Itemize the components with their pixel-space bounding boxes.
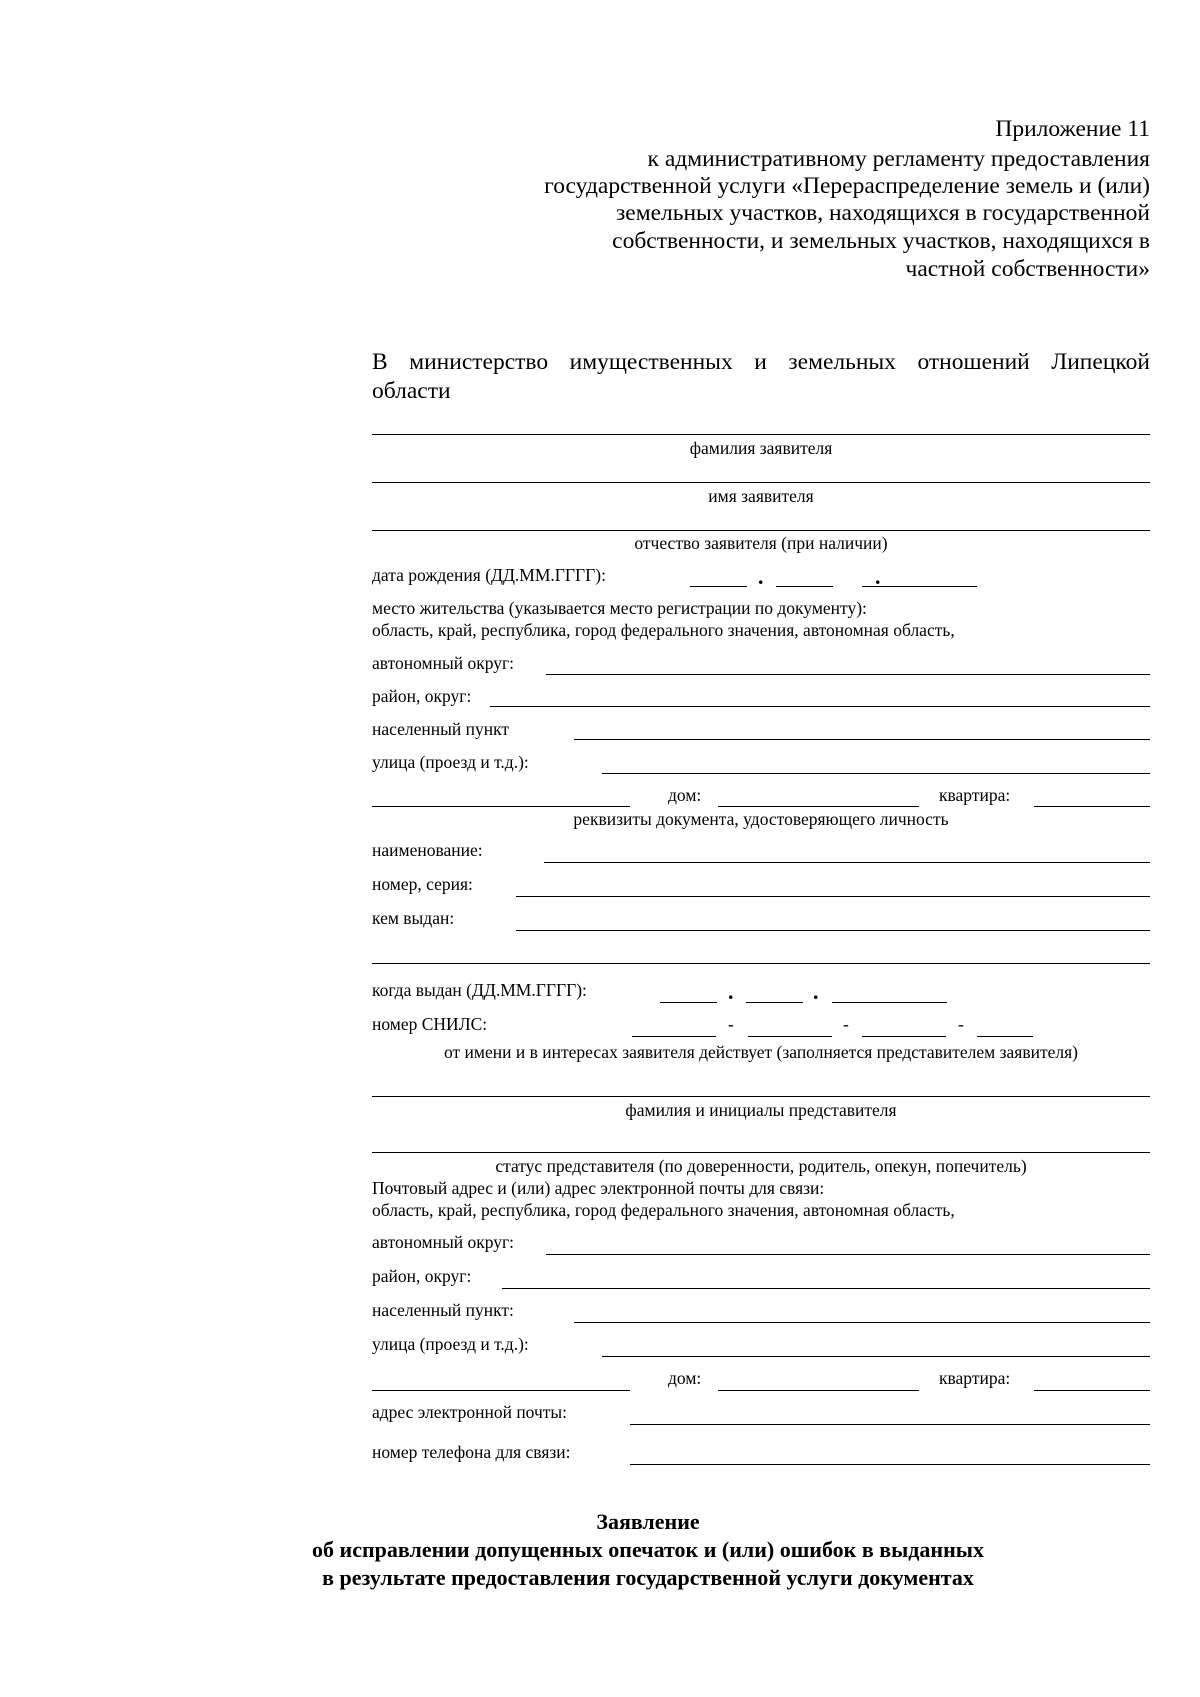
issued-by-field[interactable] bbox=[516, 930, 1150, 931]
issue-year-field[interactable] bbox=[832, 1002, 947, 1003]
residence-district-field[interactable] bbox=[490, 706, 1150, 707]
contact-house-field[interactable] bbox=[718, 1390, 919, 1391]
statement-title: Заявление bbox=[596, 1509, 700, 1534]
patronymic-caption: отчество заявителя (при наличии) bbox=[634, 533, 888, 553]
addressee-word: министерство bbox=[409, 349, 549, 375]
name-caption: имя заявителя bbox=[708, 486, 814, 506]
date-separator: . bbox=[728, 979, 734, 1004]
statement-subtitle-line-1: об исправлении допущенных опечаток и (или) ошибок в выданных bbox=[312, 1537, 984, 1562]
contact-okrug-label: автономный округ: bbox=[372, 1232, 515, 1252]
statement-subtitle-line-2: в результате предоставления государственной услуги документах bbox=[322, 1565, 974, 1590]
issued-by-continued-field[interactable] bbox=[372, 963, 1150, 964]
header-line-2: государственной услуги «Перераспределение земель и (или) bbox=[544, 173, 1150, 199]
contact-apartment-label: квартира: bbox=[939, 1368, 1011, 1388]
contact-street-field[interactable] bbox=[602, 1356, 1150, 1357]
addressee-word: отношений bbox=[917, 349, 1030, 375]
birth-day-field[interactable] bbox=[690, 586, 747, 587]
contact-house-label: дом: bbox=[668, 1368, 702, 1388]
id-document-caption: реквизиты документа, удостоверяющего личность bbox=[573, 809, 949, 829]
addressee-word: и bbox=[754, 349, 767, 375]
snils-separator: - bbox=[843, 1014, 849, 1034]
residence-settlement-label: населенный пункт bbox=[372, 719, 510, 739]
residence-region-label: область, край, республика, город федерального значения, автономная область, bbox=[372, 620, 955, 640]
residence-street-field[interactable] bbox=[602, 773, 1150, 774]
residence-house-label: дом: bbox=[668, 785, 702, 805]
representative-name-field[interactable] bbox=[372, 1096, 1150, 1097]
surname-caption: фамилия заявителя bbox=[689, 438, 833, 458]
annex-number: Приложение 11 bbox=[995, 116, 1150, 142]
contact-settlement-field[interactable] bbox=[574, 1322, 1150, 1323]
representative-status-caption: статус представителя (по доверенности, родитель, опекун, попечитель) bbox=[495, 1156, 1027, 1176]
addressee-line-1 bbox=[372, 351, 1150, 375]
phone-field[interactable] bbox=[630, 1464, 1150, 1465]
residence-street-label: улица (проезд и т.д.): bbox=[372, 752, 529, 772]
birth-year-field[interactable] bbox=[862, 586, 977, 587]
issue-day-field[interactable] bbox=[660, 1002, 717, 1003]
addressee-word: земельных bbox=[788, 349, 896, 375]
representative-intro: от имени и в интересах заявителя действует (заполняется представителем заявителя) bbox=[443, 1042, 1079, 1062]
representative-name-caption: фамилия и инициалы представителя bbox=[625, 1100, 897, 1120]
residence-apartment-label: квартира: bbox=[939, 785, 1011, 805]
residence-street-continued-field[interactable] bbox=[372, 806, 630, 807]
contact-street-continued-field[interactable] bbox=[372, 1390, 630, 1391]
doc-name-field[interactable] bbox=[544, 862, 1150, 863]
residence-house-field[interactable] bbox=[718, 806, 919, 807]
email-field[interactable] bbox=[630, 1424, 1150, 1425]
date-separator: . bbox=[875, 564, 881, 589]
representative-status-field[interactable] bbox=[372, 1152, 1150, 1153]
addressee-word: имущественных bbox=[569, 349, 733, 375]
residence-label: место жительства (указывается место регистрации по документу): bbox=[372, 598, 867, 618]
snils-part-3-field[interactable] bbox=[862, 1036, 946, 1037]
header-line-5: частной собственности» bbox=[905, 256, 1150, 282]
residence-settlement-field[interactable] bbox=[574, 739, 1150, 740]
header-line-3: земельных участков, находящихся в государственной bbox=[616, 200, 1150, 226]
doc-number-label: номер, серия: bbox=[372, 874, 473, 894]
doc-name-label: наименование: bbox=[372, 840, 483, 860]
doc-number-field[interactable] bbox=[516, 896, 1150, 897]
residence-apartment-field[interactable] bbox=[1034, 806, 1150, 807]
addressee-word: В bbox=[372, 349, 388, 375]
contact-settlement-label: населенный пункт: bbox=[372, 1300, 514, 1320]
issued-by-label: кем выдан: bbox=[372, 908, 455, 928]
date-separator: . bbox=[813, 979, 819, 1004]
snils-separator: - bbox=[958, 1014, 964, 1034]
surname-field[interactable] bbox=[372, 434, 1150, 435]
header-line-4: собственности, и земельных участков, находящихся в bbox=[612, 228, 1150, 254]
residence-district-label: район, округ: bbox=[372, 686, 472, 706]
addressee-word: Липецкой bbox=[1051, 349, 1150, 375]
snils-label: номер СНИЛС: bbox=[372, 1014, 488, 1034]
patronymic-field[interactable] bbox=[372, 530, 1150, 531]
contact-street-label: улица (проезд и т.д.): bbox=[372, 1334, 529, 1354]
date-separator: . bbox=[758, 564, 764, 589]
residence-okrug-field[interactable] bbox=[546, 674, 1150, 675]
name-field[interactable] bbox=[372, 482, 1150, 483]
phone-label: номер телефона для связи: bbox=[372, 1442, 571, 1462]
addressee-line-2: области bbox=[372, 378, 451, 404]
contact-intro: Почтовый адрес и (или) адрес электронной почты для связи: bbox=[372, 1178, 825, 1198]
contact-district-label: район, округ: bbox=[372, 1266, 472, 1286]
snils-separator: - bbox=[728, 1014, 734, 1034]
header-line-1: к административному регламенту предоставления bbox=[647, 146, 1150, 172]
snils-part-1-field[interactable] bbox=[632, 1036, 716, 1037]
issue-month-field[interactable] bbox=[746, 1002, 803, 1003]
snils-part-4-field[interactable] bbox=[977, 1036, 1033, 1037]
residence-okrug-label: автономный округ: bbox=[372, 653, 515, 673]
birth-date-label: дата рождения (ДД.ММ.ГГГГ): bbox=[372, 565, 606, 585]
snils-part-2-field[interactable] bbox=[748, 1036, 832, 1037]
birth-month-field[interactable] bbox=[776, 586, 833, 587]
contact-okrug-field[interactable] bbox=[546, 1254, 1150, 1255]
contact-apartment-field[interactable] bbox=[1034, 1390, 1150, 1391]
contact-region-label: область, край, республика, город федерального значения, автономная область, bbox=[372, 1200, 955, 1220]
issue-date-label: когда выдан (ДД.ММ.ГГГГ): bbox=[372, 980, 587, 1000]
email-label: адрес электронной почты: bbox=[372, 1402, 568, 1422]
contact-district-field[interactable] bbox=[502, 1288, 1150, 1289]
